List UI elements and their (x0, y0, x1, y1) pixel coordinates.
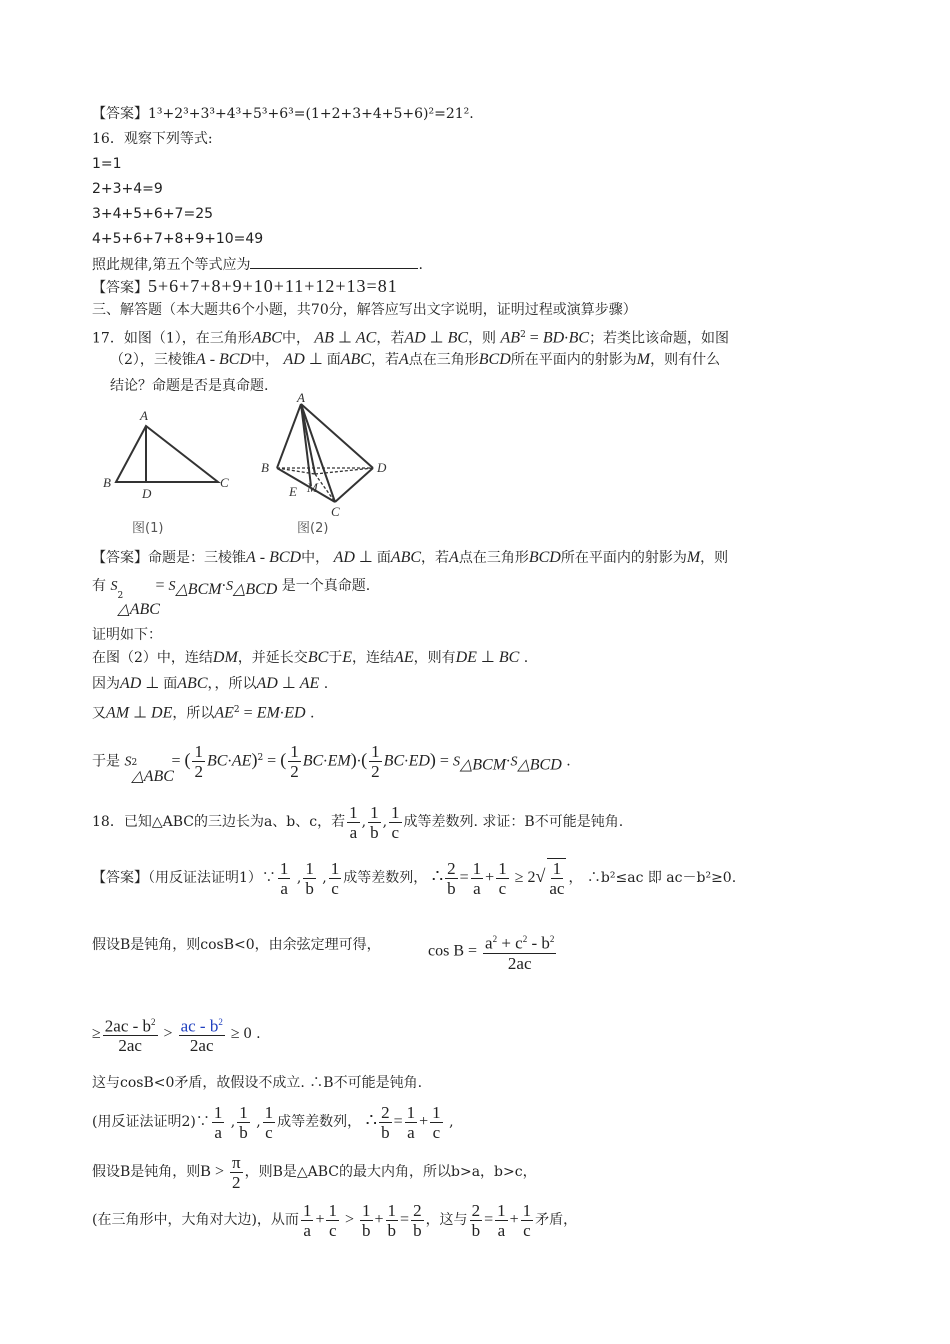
method-2-line-2: 假设B是钝角，则B > $\frac{\pi}{2}$ ，则B是△ABC的最大内角，所以b>a，b>c， (92, 1152, 537, 1192)
label-b: B (261, 460, 269, 475)
label-b: B (103, 475, 111, 490)
label-e: E (289, 484, 297, 499)
label-c: C (220, 475, 229, 490)
answer-16: 【答案】5+6+7+8+9+10+11+12+13=81 (92, 276, 398, 296)
answer-blank (250, 254, 418, 269)
answer-18-line-1: 【答案】（用反证法证明1）∵ $\frac{1}{a}$ , $\frac{1}{b}$ , $\frac{1}{c}$ 成等差数列， ∴ $\frac{2}{b}$ = $\frac{1}{a}$ + $\frac{1}{c}$ ≥ 2√ $\frac{1}{ac}$ ， ∴b²≤ac 即 ac－b²≥0. (92, 858, 737, 898)
contradiction-1: 这与cosB<0矛盾，故假设不成立. ∴B不可能是钝角. (92, 1075, 423, 1091)
label-a: A (140, 408, 148, 423)
answer-15: 【答案】1³+2³+3³+4³+5³+6³=(1+2+3+4+5+6)²=21². (92, 106, 474, 122)
equation-3: 3+4+5+6+7=25 (92, 206, 214, 222)
equation-2: 2+3+4=9 (92, 181, 163, 197)
question-17-line-3: 结论？命题是否是真命题. (110, 378, 269, 394)
question-16-blank-line: 照此规律,第五个等式应为 . (92, 254, 423, 275)
proof-line-4: 于是 S 2 △ABC = ( $\frac{1}{2}$ BC·AE)$^2$ = ( $\frac{1}{2}$ BC·EM)·( $\frac{1}{2}$ $BC\cdot ED) = S_{\triangle BCM}\cdot S_{\triangle BCD}$ . (92, 742, 571, 785)
question-17-line-1: 17．如图（1），在三角形ABC中， AB ⊥ AC，若AD ⊥ BC，则 $AB^2 = BD\cdot BC$；若类比该命题，如图 (92, 329, 730, 347)
proof-line-2: 因为AD ⊥ 面ABC，，所以AD ⊥ AE . (92, 675, 329, 692)
label-c: C (331, 504, 340, 519)
label-d: D (377, 460, 387, 475)
label-d: D (142, 486, 152, 501)
inequality-line: ≥ $\frac{2ac - b^2}{2ac}$ > $\frac{ac - b^2}{2ac}$ ≥ 0 . (92, 1010, 261, 1058)
proof-line-1: 在图（2）中，连结DM，并延长交BC于E，连结AE，则有DE ⊥ BC . (92, 649, 529, 666)
equation-1: 1=1 (92, 156, 122, 172)
label-m: M (307, 480, 318, 495)
question-16: 16．观察下列等式: (92, 131, 213, 147)
figure-2-caption: 图(2) (297, 521, 329, 536)
proof-heading: 证明如下： (92, 627, 162, 643)
figure-1-triangle (100, 402, 240, 542)
answer-18-line-2: 假设B是钝角，则cosB<0，由余弦定理可得， (92, 937, 381, 953)
method-2-line-1: (用反证法证明2)∵ $\frac{1}{a}$ , $\frac{1}{b}$ , $\frac{1}{c}$ 成等差数列， ∴ $\frac{2}{b}$ = $\frac{1}{a}$ + $\frac{1}{c}$ , (92, 1102, 454, 1142)
equation-4: 4+5+6+7+8+9+10=49 (92, 231, 264, 247)
answer-17-line-1: 【答案】命题是：三棱锥A - BCD中， AD ⊥ 面ABC，若A点在三角形BCD所在平面内的射影为M，则 (92, 549, 729, 566)
proof-line-3: 又AM ⊥ DE，所以$AE^2 = EM\cdot ED$ . (92, 704, 315, 722)
section-3-heading: 三、解答题（本大题共6个小题，共70分，解答应写出文字说明，证明过程或演算步骤） (92, 302, 637, 318)
figure-1-caption: 图(1) (132, 521, 164, 536)
question-18: 18．已知△ABC的三边长为a、b、c，若 $\frac{1}{a}$ , $\frac{1}{b}$ , $\frac{1}{c}$ 成等差数列. 求证：B不可能是钝角. (92, 802, 624, 842)
figure-2-tetrahedron (255, 392, 405, 542)
cosine-law-formula: cos B = $\frac{a^2 + c^2 - b^2}{2ac}$ (428, 930, 558, 978)
triangle-abc (116, 426, 218, 482)
label-a: A (297, 392, 305, 405)
question-17-line-2: （2），三棱锥A - BCD中， AD ⊥ 面ABC，若A点在三角形BCD所在平面内的射影为M，则有什么 (110, 351, 721, 368)
answer-17-line-2: 有 S 2 △ABC = $S_{\triangle BCM}\cdot S_{\triangle BCD}$ 是一个真命题. (92, 577, 371, 618)
method-2-line-3: (在三角形中，大角对大边)，从而 $\frac{1}{a}$ + $\frac{1}{c}$ > $\frac{1}{b}$ + $\frac{1}{b}$ = $\frac{2}{b}$ ，这与 $\frac{2}{b}$ = $\frac{1}{a}$ + $\frac{1}{c}$ 矛盾， (92, 1200, 578, 1240)
